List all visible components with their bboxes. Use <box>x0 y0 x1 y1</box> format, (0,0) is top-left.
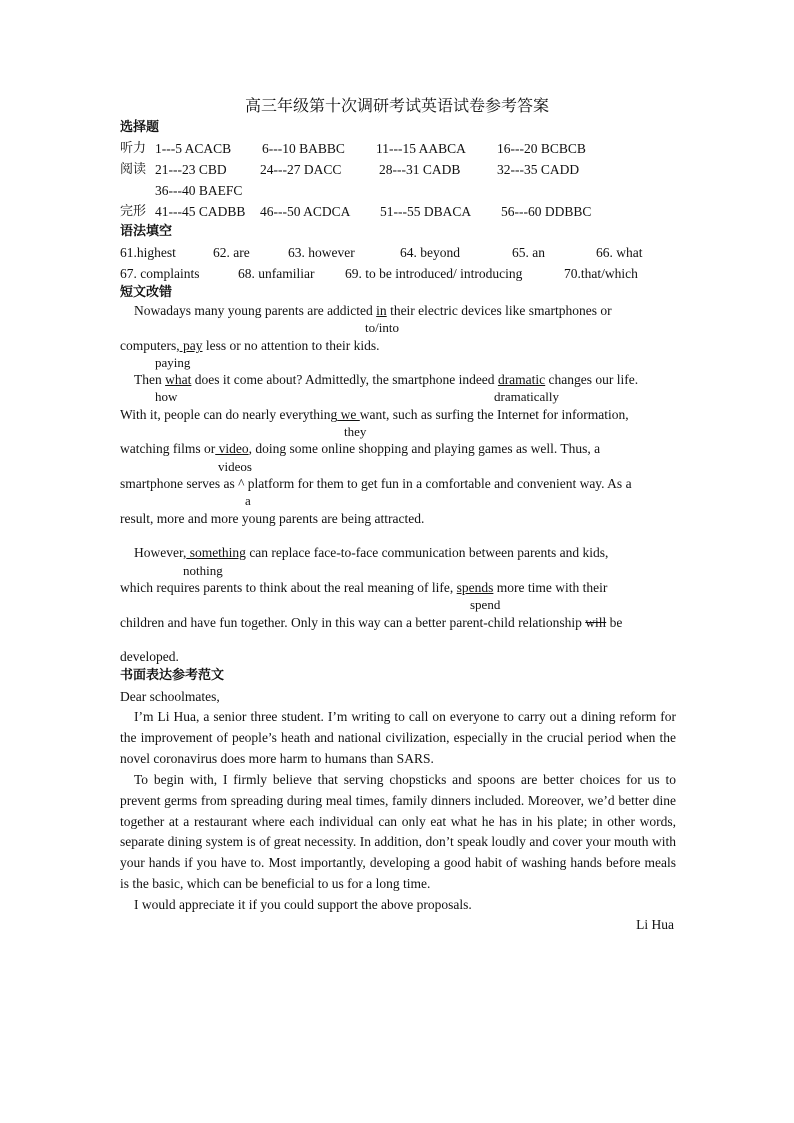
correction-line-1: Nowadays many young parents are addicted in their electric devices like smartphones or <box>134 303 612 318</box>
correction-word-9: spend <box>470 597 501 612</box>
correction-line-6: smartphone serves as ^ platform for them to get fun in a comfortable and convenient way. As a <box>120 476 632 491</box>
cloze-answer-1: 41---45 CADBB <box>155 204 246 219</box>
correction-word-2: paying <box>155 355 191 370</box>
correction-word-1: to/into <box>365 320 399 335</box>
correction-line-7: result, more and more young parents are being attracted. <box>120 511 425 526</box>
cloze-label: 完形 <box>120 204 147 219</box>
correction-line-5: watching films or video, doing some online shopping and playing games as well. Thus, a <box>120 441 601 456</box>
listening-label: 听力 <box>120 141 147 156</box>
section-heading-grammar: 语法填空 <box>120 224 173 239</box>
correction-line-8: However, something can replace face-to-face communication between parents and kids, <box>134 545 609 560</box>
correction-line-11: developed. <box>120 649 179 664</box>
grammar-answer-62: 62. are <box>213 245 250 260</box>
essay-paragraph-3: I would appreciate it if you could support the above proposals. <box>134 897 472 913</box>
section-heading-writing: 书面表达参考范文 <box>120 668 225 683</box>
page-title: 高三年级第十次调研考试英语试卷参考答案 <box>244 96 549 115</box>
grammar-answer-64: 64. beyond <box>400 245 460 260</box>
reading-answer-5: 36---40 BAEFC <box>155 183 243 198</box>
grammar-answer-70: 70.that/which <box>564 266 638 281</box>
cloze-answer-3: 51---55 DBACA <box>380 204 472 219</box>
grammar-answer-61: 61.highest <box>120 245 176 260</box>
reading-answer-2: 24---27 DACC <box>260 162 342 177</box>
essay-paragraph-1: I’m Li Hua, a senior three student. I’m writing to call on everyone to carry out a dining reform for the improvement of people’s heath and national civilization, especially in the crucial period when the novel coronavirus does more harm to humans than SARS. <box>120 709 676 766</box>
essay-paragraph-2: To begin with, I firmly believe that serving chopsticks and spoons are better choices for us to prevent germs from spreading during meal times, family dinners included. Moreover, we’d better dine together at a restaurant where each individual can only eat what he has in his plate; in other words, separate dining system is of great necessity. In addition, don’t speak loudly and cover your mouth with your hands if you have to. Most importantly, developing a good habit of washing hands before meals is the basic, which can be beneficial to us for a long time. <box>120 771 676 892</box>
correction-word-5: videos <box>218 459 252 474</box>
reading-label: 阅读 <box>120 162 147 177</box>
correction-word-3a: how <box>155 389 178 404</box>
reading-answer-4: 32---35 CADD <box>497 162 580 177</box>
correction-word-8: nothing <box>183 563 223 578</box>
section-heading-correction: 短文改错 <box>120 285 173 300</box>
listening-answer-3: 11---15 AABCA <box>376 141 466 156</box>
grammar-answer-68: 68. unfamiliar <box>238 266 315 281</box>
listening-answer-4: 16---20 BCBCB <box>497 141 586 156</box>
listening-answer-1: 1---5 ACACB <box>155 141 232 156</box>
reading-answer-1: 21---23 CBD <box>155 162 227 177</box>
essay-signature: Li Hua <box>636 917 674 932</box>
essay-body <box>120 707 676 916</box>
grammar-answer-63: 63. however <box>288 245 355 260</box>
cloze-answer-2: 46---50 ACDCA <box>260 204 351 219</box>
grammar-answer-66: 66. what <box>596 245 643 260</box>
correction-word-3b: dramatically <box>494 389 559 404</box>
grammar-answer-69: 69. to be introduced/ introducing <box>345 266 523 281</box>
listening-answer-2: 6---10 BABBC <box>262 141 345 156</box>
reading-answer-3: 28---31 CADB <box>379 162 461 177</box>
correction-line-4: With it, people can do nearly everything we want, such as surfing the Internet for information, <box>120 407 629 422</box>
correction-word-4: they <box>344 424 367 439</box>
grammar-answer-67: 67. complaints <box>120 266 200 281</box>
correction-word-6: a <box>245 493 251 508</box>
correction-line-10: children and have fun together. Only in this way can a better parent-child relationship will be <box>120 615 623 630</box>
section-heading-choice: 选择题 <box>120 120 160 135</box>
grammar-answer-65: 65. an <box>512 245 545 260</box>
correction-line-2: computers, pay less or no attention to their kids. <box>120 338 380 353</box>
essay-greeting: Dear schoolmates, <box>120 689 220 704</box>
cloze-answer-4: 56---60 DDBBC <box>501 204 592 219</box>
correction-line-3: Then what does it come about? Admittedly, the smartphone indeed dramatic changes our life. <box>134 372 639 387</box>
correction-line-9: which requires parents to think about the real meaning of life, spends more time with their <box>120 580 608 595</box>
